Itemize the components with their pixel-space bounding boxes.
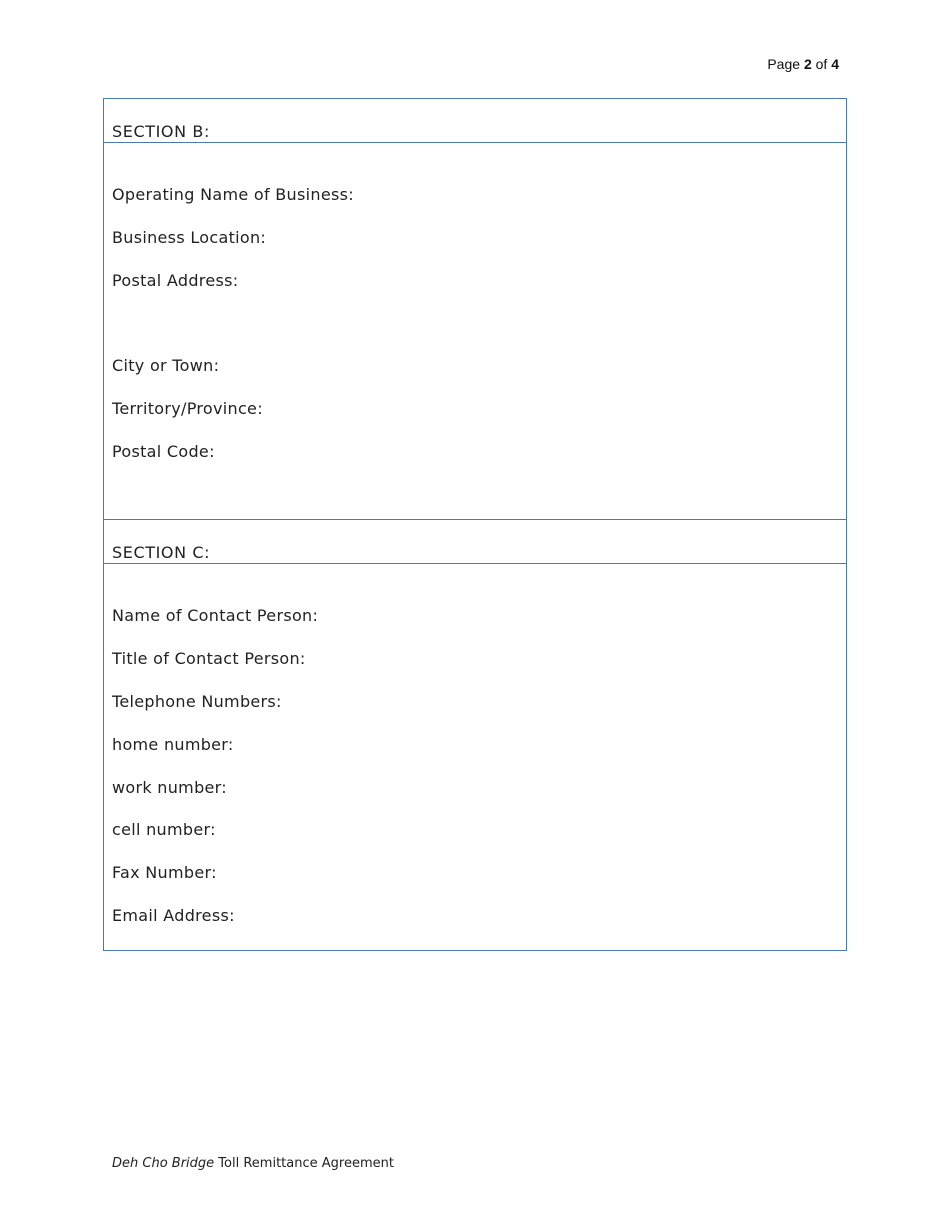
fax-number-label: Fax Number: (112, 863, 217, 882)
section-b-body (104, 143, 846, 520)
cell-number-label: cell number: (112, 820, 216, 839)
contact-name-label: Name of Contact Person: (112, 606, 319, 625)
work-number-label: work number: (112, 778, 227, 797)
section-b-header (104, 99, 846, 143)
contact-title-label: Title of Contact Person: (112, 649, 306, 668)
city-town-label: City or Town: (112, 356, 220, 375)
footer-title-italic: Deh Cho Bridge (112, 1156, 215, 1171)
footer-title-rest: Toll Remittance Agreement (214, 1156, 394, 1171)
section-c-body (104, 564, 846, 950)
home-number-label: home number: (112, 735, 234, 754)
postal-address-label: Postal Address: (112, 271, 239, 290)
section-c-header (104, 520, 846, 564)
page-word: Page (767, 56, 801, 72)
telephone-numbers-label: Telephone Numbers: (112, 692, 282, 711)
page-number (767, 56, 839, 72)
page-total: 4 (831, 56, 839, 72)
page-of: of (815, 56, 828, 72)
form-table (103, 98, 847, 951)
footer (112, 1156, 394, 1171)
section-b-title: SECTION B: (112, 122, 210, 141)
email-address-label: Email Address: (112, 906, 235, 925)
section-c-title: SECTION C: (112, 543, 211, 562)
business-location-label: Business Location: (112, 228, 267, 247)
page-current: 2 (803, 56, 812, 72)
operating-name-label: Operating Name of Business: (112, 185, 354, 204)
postal-code-label: Postal Code: (112, 442, 215, 461)
territory-province-label: Territory/Province: (112, 399, 263, 418)
